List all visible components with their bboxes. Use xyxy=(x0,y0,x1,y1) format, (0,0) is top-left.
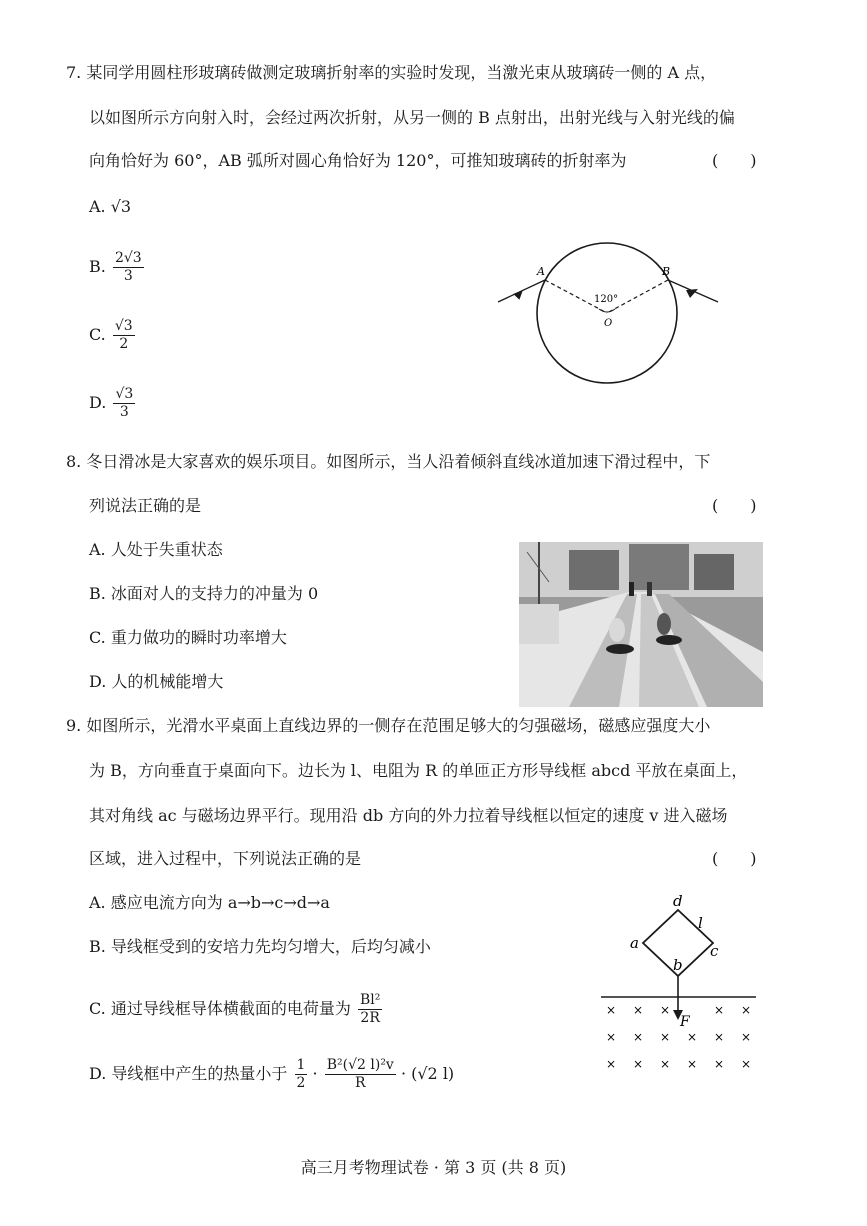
field-cross-icon: × xyxy=(741,1003,752,1017)
q8-option-c: C. 重力做功的瞬时功率增大 xyxy=(89,628,287,647)
field-cross-icon: × xyxy=(606,1030,617,1044)
q7-circle-figure xyxy=(490,236,750,386)
option-text: D. 导线框中产生的热量小于 xyxy=(89,1064,288,1083)
q9-option-d xyxy=(89,1057,454,1092)
field-cross-icon: × xyxy=(633,1003,644,1017)
q9-frame-figure xyxy=(596,890,766,1080)
field-cross-icon: × xyxy=(687,1030,698,1044)
q7-stem-line2: 以如图所示方向射入时，会经过两次折射，从另一侧的 B 点射出，出射光线与入射光线的偏 xyxy=(89,108,735,127)
sledding-photo xyxy=(519,542,763,707)
option-tail: · (√2 l) xyxy=(400,1064,455,1083)
q8-stem-line1: 8. 冬日滑冰是大家喜欢的娱乐项目。如图所示，当人沿着倾斜直线冰道加速下滑过程中，下 xyxy=(66,452,711,471)
fraction-numerator: 2√3 xyxy=(114,250,142,266)
q9-stem-line2: 为 B，方向垂直于桌面向下。边长为 l、电阻为 R 的单匝正方形导线框 abcd 平放在桌面上， xyxy=(89,761,748,780)
q8-option-a: A. 人处于失重状态 xyxy=(89,540,223,559)
fraction-numerator: √3 xyxy=(115,386,134,402)
label-b: B xyxy=(662,265,671,278)
fraction-numerator: B²(√2 l)²v xyxy=(326,1057,394,1073)
fraction-numerator: 1 xyxy=(296,1057,306,1073)
option-label: D. xyxy=(89,393,107,412)
fraction-denominator: 2R xyxy=(360,1010,380,1026)
exit-arrow-icon xyxy=(686,289,698,298)
q8-option-b: B. 冰面对人的支持力的冲量为 0 xyxy=(89,584,319,603)
option-fraction-power xyxy=(325,1057,396,1092)
field-cross-icon: × xyxy=(606,1057,617,1071)
q7-option-a xyxy=(89,197,131,217)
page-footer: 高三月考物理试卷 · 第 3 页 (共 8 页) xyxy=(300,1158,567,1177)
q9-stem-line3: 其对角线 ac 与磁场边界平行。现用沿 db 方向的外力拉着导线框以恒定的速度 v 进入磁场 xyxy=(89,806,728,825)
fraction-numerator: √3 xyxy=(114,318,133,334)
field-cross-icon: × xyxy=(714,1030,725,1044)
field-cross-icon: × xyxy=(714,1057,725,1071)
q7-stem-line3: 向角恰好为 60°，AB 弧所对圆心角恰好为 120°，可推知玻璃砖的折射率为 xyxy=(89,151,627,170)
option-fraction xyxy=(113,318,135,353)
label-c: c xyxy=(710,942,719,960)
field-cross-icon: × xyxy=(714,1003,725,1017)
fraction-denominator: R xyxy=(355,1075,366,1091)
field-cross-icon: × xyxy=(660,1030,671,1044)
option-label: C. xyxy=(89,325,106,344)
sledding-photo-drawing xyxy=(519,542,763,707)
angle-label: 120° xyxy=(594,294,619,305)
field-cross-icon: × xyxy=(660,1003,671,1017)
option-value: √3 xyxy=(110,197,132,216)
field-cross-icon: × xyxy=(741,1057,752,1071)
option-label: A. xyxy=(89,197,106,216)
field-cross-icon: × xyxy=(741,1030,752,1044)
multiply-dot: · xyxy=(312,1064,318,1083)
field-cross-icon: × xyxy=(660,1057,671,1071)
option-fraction xyxy=(113,386,135,421)
q9-option-a: A. 感应电流方向为 a→b→c→d→a xyxy=(89,893,330,912)
label-b: b xyxy=(673,956,683,974)
fraction-denominator: 2 xyxy=(119,336,129,352)
label-a: A xyxy=(537,265,545,278)
field-cross-icon: × xyxy=(687,1057,698,1071)
fraction-numerator: Bl² xyxy=(359,992,381,1008)
field-cross-icon: × xyxy=(633,1030,644,1044)
field-cross-icon: × xyxy=(606,1003,617,1017)
q8-option-d: D. 人的机械能增大 xyxy=(89,672,224,691)
q9-option-b: B. 导线框受到的安培力先均匀增大，后均匀减小 xyxy=(89,937,431,956)
q8-stem-line2: 列说法正确的是 xyxy=(89,496,202,515)
q7-stem-line1: 7. 某同学用圆柱形玻璃砖做测定玻璃折射率的实验时发现，当激光束从玻璃砖一侧的 A 点， xyxy=(66,63,717,82)
q9-option-c xyxy=(89,992,382,1027)
option-fraction xyxy=(358,992,382,1027)
q7-answer-blank: ( ) xyxy=(712,151,757,170)
q9-stem-line1: 9. 如图所示，光滑水平桌面上直线边界的一侧存在范围足够大的匀强磁场，磁感应强度大小 xyxy=(66,716,711,735)
field-cross-icon: × xyxy=(633,1057,644,1071)
option-label: B. xyxy=(89,257,106,276)
label-l: l xyxy=(698,914,703,932)
q7-option-c xyxy=(89,318,135,353)
label-d: d xyxy=(673,892,683,910)
fraction-denominator: 3 xyxy=(119,404,129,420)
label-o: O xyxy=(604,318,613,329)
option-fraction-half xyxy=(295,1057,308,1092)
option-fraction xyxy=(113,250,144,285)
fraction-denominator: 3 xyxy=(123,268,133,284)
q8-answer-blank: ( ) xyxy=(712,496,757,515)
q9-stem-line4: 区域，进入过程中，下列说法正确的是 xyxy=(89,849,362,868)
label-a: a xyxy=(630,934,639,952)
q7-option-b xyxy=(89,250,144,285)
option-text: C. 通过导线框导体横截面的电荷量为 xyxy=(89,999,351,1018)
q7-option-d xyxy=(89,386,135,421)
label-f: F xyxy=(680,1014,690,1030)
fraction-denominator: 2 xyxy=(296,1075,306,1091)
q9-answer-blank: ( ) xyxy=(712,849,757,868)
